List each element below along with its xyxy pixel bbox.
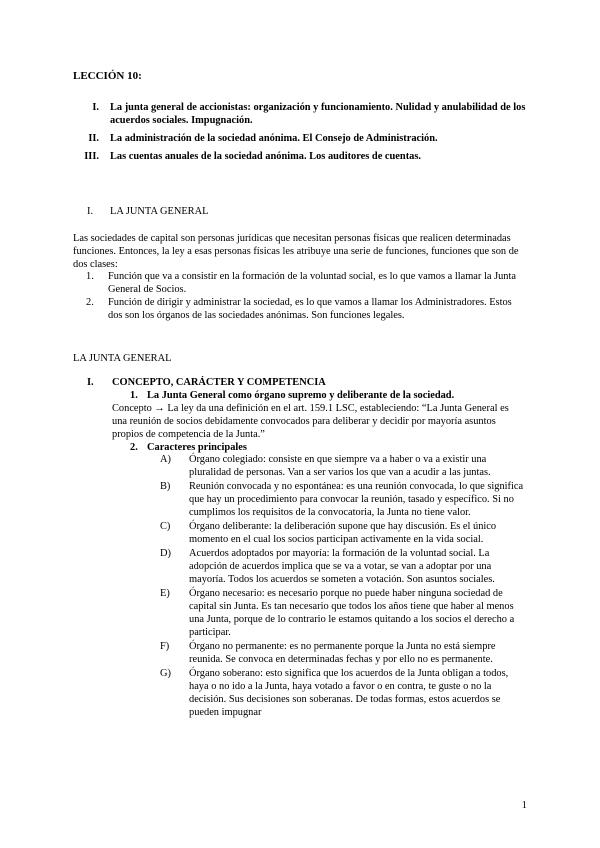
list-item (160, 587, 526, 639)
list-item-text: Acuerdos adoptados por mayoría: la formación de la voluntad social. La adopción de acuerdos implica que se va a votar, se van a adoptar por una mayoría. Todos los acuerdos se someten a votación. Son asuntos sociales. (189, 548, 495, 585)
list-item-letter: G) (160, 668, 171, 679)
list-item-letter: B) (160, 481, 171, 492)
list-item (160, 640, 526, 666)
list-item-number: 1. (86, 271, 94, 282)
functions-list (86, 270, 526, 322)
list-item (86, 296, 526, 322)
toc-item-number: III. (84, 151, 99, 162)
intro-paragraph: Las sociedades de capital son personas jurídicas que necesitan personas físicas que realicen determinadas funciones. Entonces, la ley a esas personas físicas les atribuye una serie de funciones, funciones que son de dos clases: (73, 233, 519, 270)
point-1-title: La Junta General como órgano supremo y deliberante de la sociedad. (147, 390, 455, 401)
concept-heading-number: I. (87, 377, 94, 388)
concept-paragraph: Concepto → La ley da una definición en el art. 159.1 LSC, estableciendo: “La Junta General es una reunión de socios debidamente convocados para deliberar y decidir por mayoría asuntos propios de competencia de la Junta.” (112, 403, 509, 440)
list-item-text: Órgano soberano: esto significa que los acuerdos de la Junta obligan a todos, haya o no ido a la Junta, haya votado a favor o en contra, te guste o no la decisión. Sus decisiones son soberanas. De todas formas, estos acuerdos se pueden impugnar (189, 668, 509, 718)
list-item-letter: F) (160, 641, 170, 652)
list-item (86, 270, 526, 296)
toc-item (73, 150, 533, 163)
list-item-letter: C) (160, 521, 171, 532)
toc-item-number: II. (88, 133, 99, 144)
list-item (160, 520, 526, 546)
point-2-title: Caracteres principales (147, 442, 247, 453)
characters-list (160, 453, 526, 720)
section-heading (87, 205, 208, 218)
list-item-text: Órgano deliberante: la deliberación supone que hay discusión. Es el único momento en el cual los socios participan activamente en la vida social. (189, 521, 497, 545)
list-item (160, 547, 526, 586)
point-1-number: 1. (130, 390, 138, 401)
list-item-letter: E) (160, 588, 170, 599)
toc-item (73, 132, 533, 145)
table-of-contents (73, 101, 533, 168)
point-1-heading (130, 389, 454, 402)
list-item (160, 453, 526, 479)
toc-item-number: I. (92, 102, 99, 113)
list-item-text: Función que va a consistir en la formación de la voluntad social, es lo que vamos a llamar la Junta General de Socios. (108, 271, 517, 295)
list-item-text: Reunión convocada y no espontánea: es una reunión convocada, lo que significa que hay un procedimiento para convocar la reunión, tasado y específico. Si no cumplimos los requisitos de la convocatoria, la Junta no tiene valor. (189, 481, 524, 518)
concept-heading-title: CONCEPTO, CARÁCTER Y COMPETENCIA (112, 377, 326, 388)
list-item-text: Órgano colegiado: consiste en que siempre va a haber o va a existir una pluralidad de personas. Van a ser varios los que van a acudir a las juntas. (189, 454, 491, 478)
list-item (160, 480, 526, 519)
list-item-text: Órgano no permanente: es no permanente porque la Junta no está siempre reunida. Se convoca en determinadas fechas y por ello no es permanente. (189, 641, 496, 665)
list-item-letter: A) (160, 454, 171, 465)
toc-item-text: La administración de la sociedad anónima. El Consejo de Administración. (110, 133, 438, 144)
toc-item-text: La junta general de accionistas: organización y funcionamiento. Nulidad y anulabilidad de los acuerdos sociales. Impugnación. (110, 102, 526, 126)
section-title: LA JUNTA GENERAL (110, 206, 209, 217)
list-item-text: Función de dirigir y administrar la sociedad, es lo que vamos a llamar los Administradores. Estos dos son los órganos de las sociedades anónimas. Son funciones legales. (108, 297, 512, 321)
page-number: 1 (521, 800, 527, 811)
subheading: LA JUNTA GENERAL (73, 353, 172, 364)
section-number: I. (87, 206, 94, 217)
toc-item-text: Las cuentas anuales de la sociedad anónima. Los auditores de cuentas. (110, 151, 421, 162)
point-2-number: 2. (130, 442, 138, 453)
list-item (160, 667, 526, 719)
list-item-number: 2. (86, 297, 94, 308)
list-item-letter: D) (160, 548, 171, 559)
concept-heading (87, 376, 326, 389)
toc-item (73, 101, 533, 127)
lesson-title: LECCIÓN 10: (73, 70, 142, 82)
list-item-text: Órgano necesario: es necesario porque no puede haber ninguna sociedad de capital sin Junta. Es tan necesario que todos los años tiene que haber al menos una Junta, porque de lo contrario le estamos quitando a los socios el derecho a participar. (189, 588, 515, 638)
